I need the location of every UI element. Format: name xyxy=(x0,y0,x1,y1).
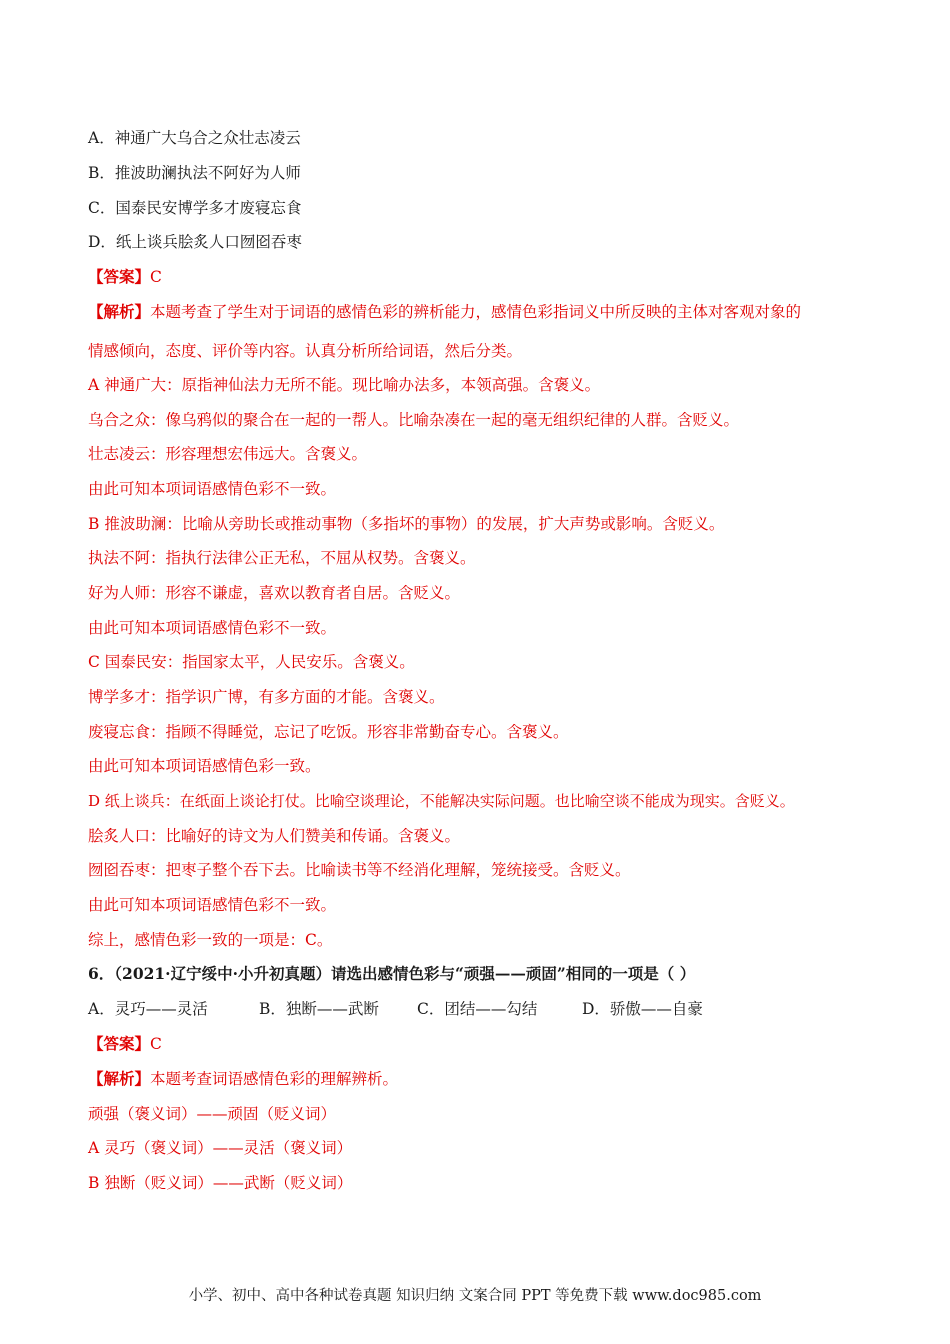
q5-explanation: 废寝忘食：指顾不得睡觉，忘记了吃饭。形容非常勤奋专心。含褒义。 xyxy=(88,723,569,741)
answer-tag: 【答案】 xyxy=(88,267,151,286)
analysis-text: 本题考查了学生对于词语的感情色彩的辨析能力，感情色彩指词义中所反映的主体对客观对象的 xyxy=(150,303,802,321)
q6-explanation: B 独断（贬义词）——武断（贬义词） xyxy=(88,1174,353,1192)
q5-option-d: D．纸上谈兵脍炙人口囫囵吞枣 xyxy=(88,233,302,251)
q5-explanation: 好为人师：形容不谦虚，喜欢以教育者自居。含贬义。 xyxy=(88,584,461,602)
analysis-tag: 【解析】 xyxy=(88,1069,151,1088)
q5-explanation: 执法不阿：指执行法律公正无私，不屈从权势。含褒义。 xyxy=(88,549,476,567)
q5-explanation: B 推波助澜：比喻从旁助长或推动事物（多指坏的事物）的发展，扩大声势或影响。含贬义。 xyxy=(88,515,725,533)
q5-explanation: 由此可知本项词语感情色彩不一致。 xyxy=(88,480,337,498)
q5-explanation: 由此可知本项词语感情色彩不一致。 xyxy=(88,896,337,914)
q5-explanation: C 国泰民安：指国家太平，人民安乐。含褒义。 xyxy=(88,653,415,671)
q5-explanation: 博学多才：指学识广博，有多方面的才能。含褒义。 xyxy=(88,688,445,706)
q6-option-a: A．灵巧——灵活 xyxy=(88,1000,208,1018)
q5-explanation: A 神通广大：原指神仙法力无所不能。现比喻办法多，本领高强。含褒义。 xyxy=(88,376,601,394)
q6-stem: 6．（2021·辽宁绥中·小升初真题）请选出感情色彩与“顽强——顽固”相同的一项是（ ） xyxy=(88,964,696,983)
q5-explanation: D 纸上谈兵：在纸面上谈论打仗。比喻空谈理论，不能解决实际问题。也比喻空谈不能成为现实。含贬义。 xyxy=(88,792,795,810)
q5-explanation: 乌合之众：像乌鸦似的聚合在一起的一帮人。比喻杂凑在一起的毫无组织纪律的人群。含贬义。 xyxy=(88,411,740,429)
q5-analysis-line2: 情感倾向，态度、评价等内容。认真分析所给词语，然后分类。 xyxy=(88,342,523,360)
q5-analysis xyxy=(88,302,801,322)
answer-value: C xyxy=(150,1035,162,1053)
analysis-tag: 【解析】 xyxy=(88,302,151,321)
q5-explanation: 脍炙人口：比喻好的诗文为人们赞美和传诵。含褒义。 xyxy=(88,827,461,845)
q6-options xyxy=(88,999,703,1019)
q5-explanation: 由此可知本项词语感情色彩一致。 xyxy=(88,757,321,775)
q6-explanation: 顽强（褒义词）——顽固（贬义词） xyxy=(88,1105,337,1123)
q5-option-a: A．神通广大乌合之众壮志凌云 xyxy=(88,129,301,147)
q6-option-c: C．团结——勾结 xyxy=(417,1000,538,1018)
q6-option-b: B．独断——武断 xyxy=(259,1000,379,1018)
q5-answer xyxy=(88,267,162,287)
q6-explanation: A 灵巧（褒义词）——灵活（褒义词） xyxy=(88,1139,353,1157)
q5-option-c: C．国泰民安博学多才废寝忘食 xyxy=(88,199,302,217)
q5-explanation: 囫囵吞枣：把枣子整个吞下去。比喻读书等不经消化理解，笼统接受。含贬义。 xyxy=(88,861,631,879)
page-footer: 小学、初中、高中各种试卷真题 知识归纳 文案合同 PPT 等免费下载 www.doc985.com xyxy=(188,1288,762,1304)
q6-analysis xyxy=(88,1069,398,1089)
answer-tag: 【答案】 xyxy=(88,1034,151,1053)
q5-explanation: 由此可知本项词语感情色彩不一致。 xyxy=(88,619,337,637)
q5-conclusion: 综上，感情色彩一致的一项是：C。 xyxy=(88,931,333,949)
q5-option-b: B．推波助澜执法不阿好为人师 xyxy=(88,164,301,182)
q5-explanation: 壮志凌云：形容理想宏伟远大。含褒义。 xyxy=(88,445,368,463)
answer-value: C xyxy=(150,268,162,286)
q6-answer xyxy=(88,1034,162,1054)
analysis-text: 本题考查词语感情色彩的理解辨析。 xyxy=(150,1070,399,1088)
q6-option-d: D．骄傲——自豪 xyxy=(582,1000,703,1018)
